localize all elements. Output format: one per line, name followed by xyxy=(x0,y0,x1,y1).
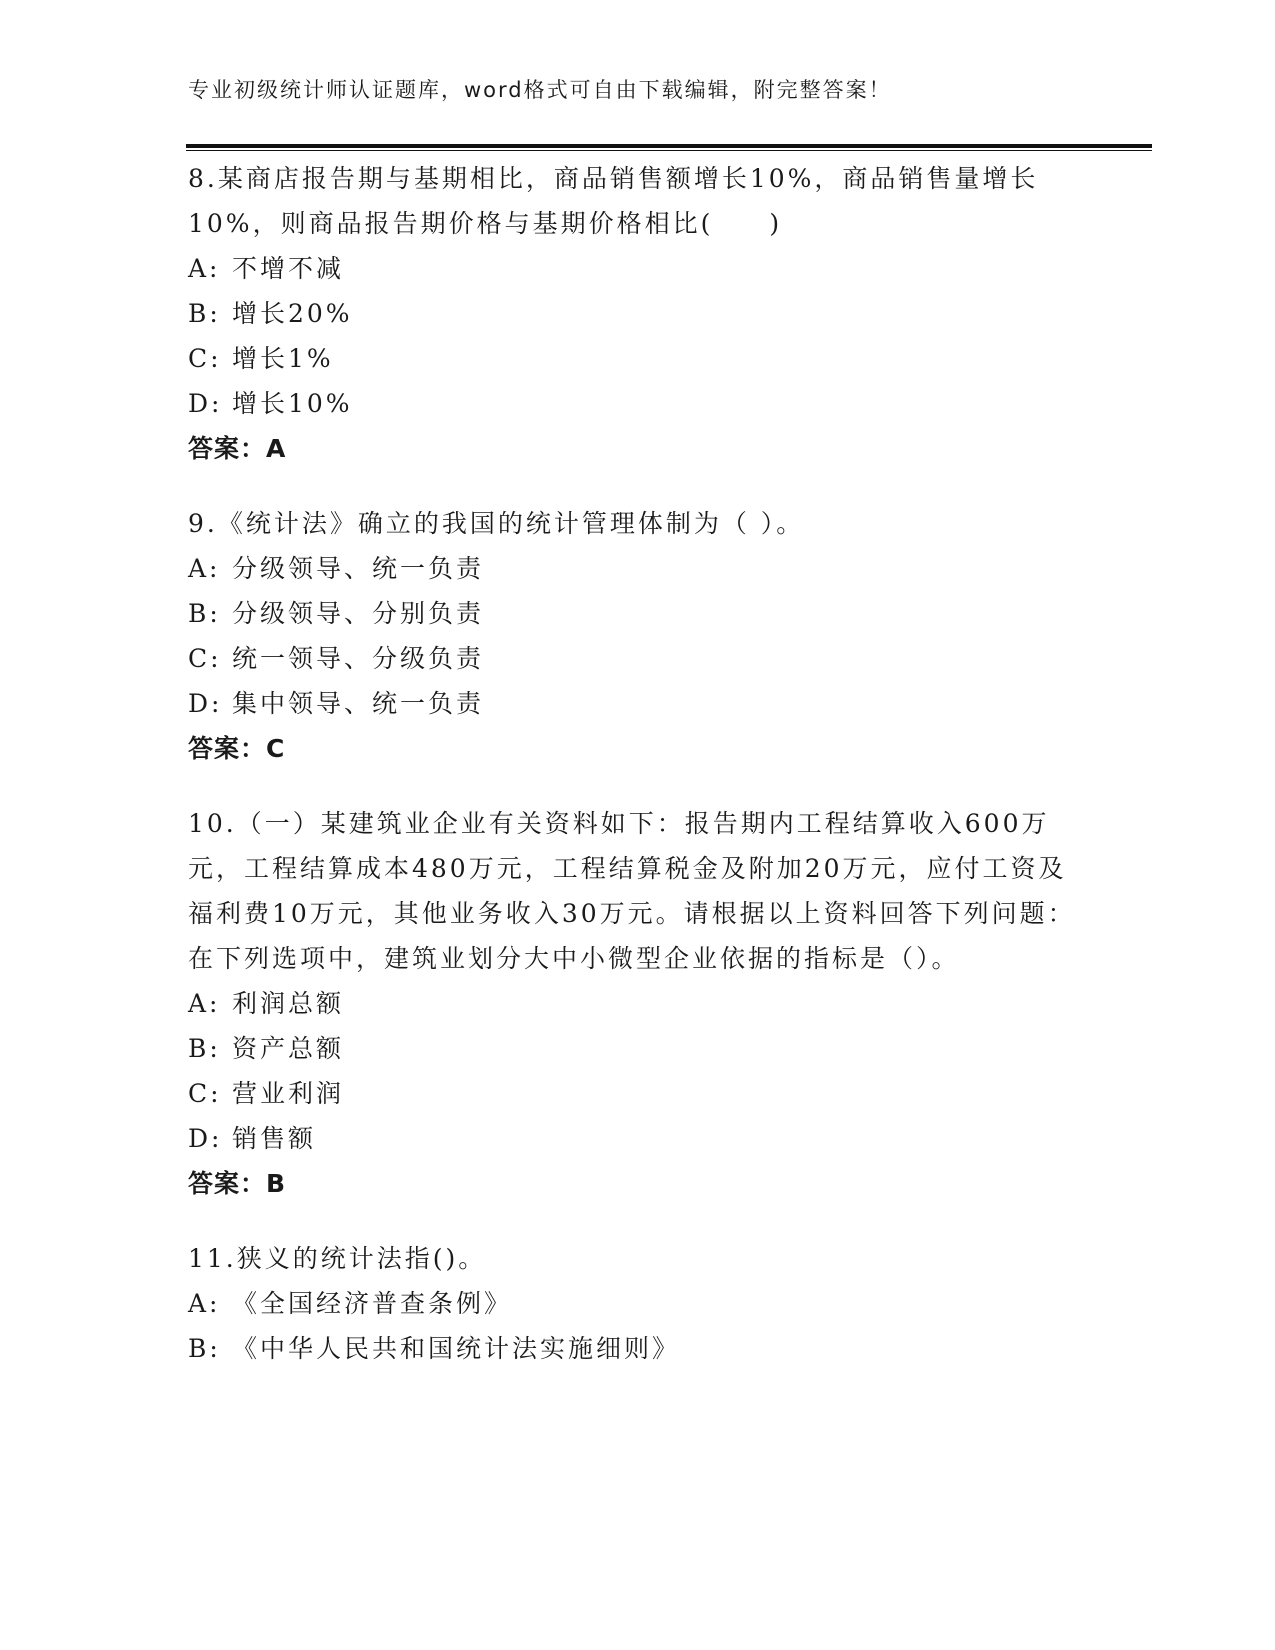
answer: 答案：A xyxy=(188,434,287,463)
option-letter: B: xyxy=(188,1034,221,1063)
option-c xyxy=(188,336,1088,381)
option-b xyxy=(188,1026,1088,1071)
question-text: 11.狭义的统计法指()。 xyxy=(188,1244,487,1273)
option-b xyxy=(188,291,1088,336)
option-d xyxy=(188,681,1088,726)
question-11 xyxy=(188,1236,1088,1371)
option-text: 集中领导、统一负责 xyxy=(232,689,485,718)
question-10 xyxy=(188,801,1088,1206)
question-text: 8.某商店报告期与基期相比，商品销售额增长10%，商品销售量增长10%，则商品报告期价格与基期价格相比( ) xyxy=(188,164,1039,238)
option-text: 《中华人民共和国统计法实施细则》 xyxy=(232,1334,681,1363)
option-letter: D: xyxy=(188,689,223,718)
option-letter: B: xyxy=(188,599,221,628)
answer: 答案：B xyxy=(188,1169,287,1198)
page-header: 专业初级统计师认证题库，word格式可自由下载编辑，附完整答案！ xyxy=(188,78,892,102)
option-text: 增长20% xyxy=(232,299,353,328)
option-b xyxy=(188,1326,1088,1371)
option-text: 分级领导、统一负责 xyxy=(232,554,485,583)
option-letter: C: xyxy=(188,644,222,673)
header-rule-thin xyxy=(186,150,1152,151)
option-letter: D: xyxy=(188,1124,223,1153)
option-letter: B: xyxy=(188,299,221,328)
option-letter: D: xyxy=(188,389,223,418)
option-b xyxy=(188,591,1088,636)
option-letter: A: xyxy=(188,254,221,283)
header-rule-thick xyxy=(186,144,1152,148)
option-text: 营业利润 xyxy=(232,1079,345,1108)
question-text: 9.《统计法》确立的我国的统计管理体制为（ ）。 xyxy=(188,509,805,538)
option-text: 《全国经济普查条例》 xyxy=(232,1289,513,1318)
option-a xyxy=(188,246,1088,291)
option-d xyxy=(188,1116,1088,1161)
option-text: 统一领导、分级负责 xyxy=(232,644,485,673)
question-text: 10.（一）某建筑业企业有关资料如下：报告期内工程结算收入600万元，工程结算成本480万元，工程结算税金及附加20万元，应付工资及福利费10万元，其他业务收入30万元。请根据以上资料回答下列问题：在下列选项中，建筑业划分大中小微型企业依据的指标是（）。 xyxy=(188,809,1076,973)
option-a xyxy=(188,546,1088,591)
option-c xyxy=(188,1071,1088,1116)
option-text: 增长1% xyxy=(232,344,334,373)
option-letter: A: xyxy=(188,989,221,1018)
option-d xyxy=(188,381,1088,426)
option-letter: A: xyxy=(188,554,221,583)
option-letter: C: xyxy=(188,344,222,373)
question-list xyxy=(188,156,1088,1401)
option-c xyxy=(188,636,1088,681)
answer: 答案：C xyxy=(188,734,286,763)
option-text: 增长10% xyxy=(232,389,353,418)
option-letter: A: xyxy=(188,1289,221,1318)
question-9 xyxy=(188,501,1088,771)
option-text: 资产总额 xyxy=(232,1034,345,1063)
option-text: 销售额 xyxy=(232,1124,317,1153)
option-text: 分级领导、分别负责 xyxy=(232,599,485,628)
option-letter: B: xyxy=(188,1334,221,1363)
option-a xyxy=(188,1281,1088,1326)
question-8 xyxy=(188,156,1088,471)
option-a xyxy=(188,981,1088,1026)
option-text: 不增不减 xyxy=(232,254,345,283)
option-text: 利润总额 xyxy=(232,989,345,1018)
option-letter: C: xyxy=(188,1079,222,1108)
